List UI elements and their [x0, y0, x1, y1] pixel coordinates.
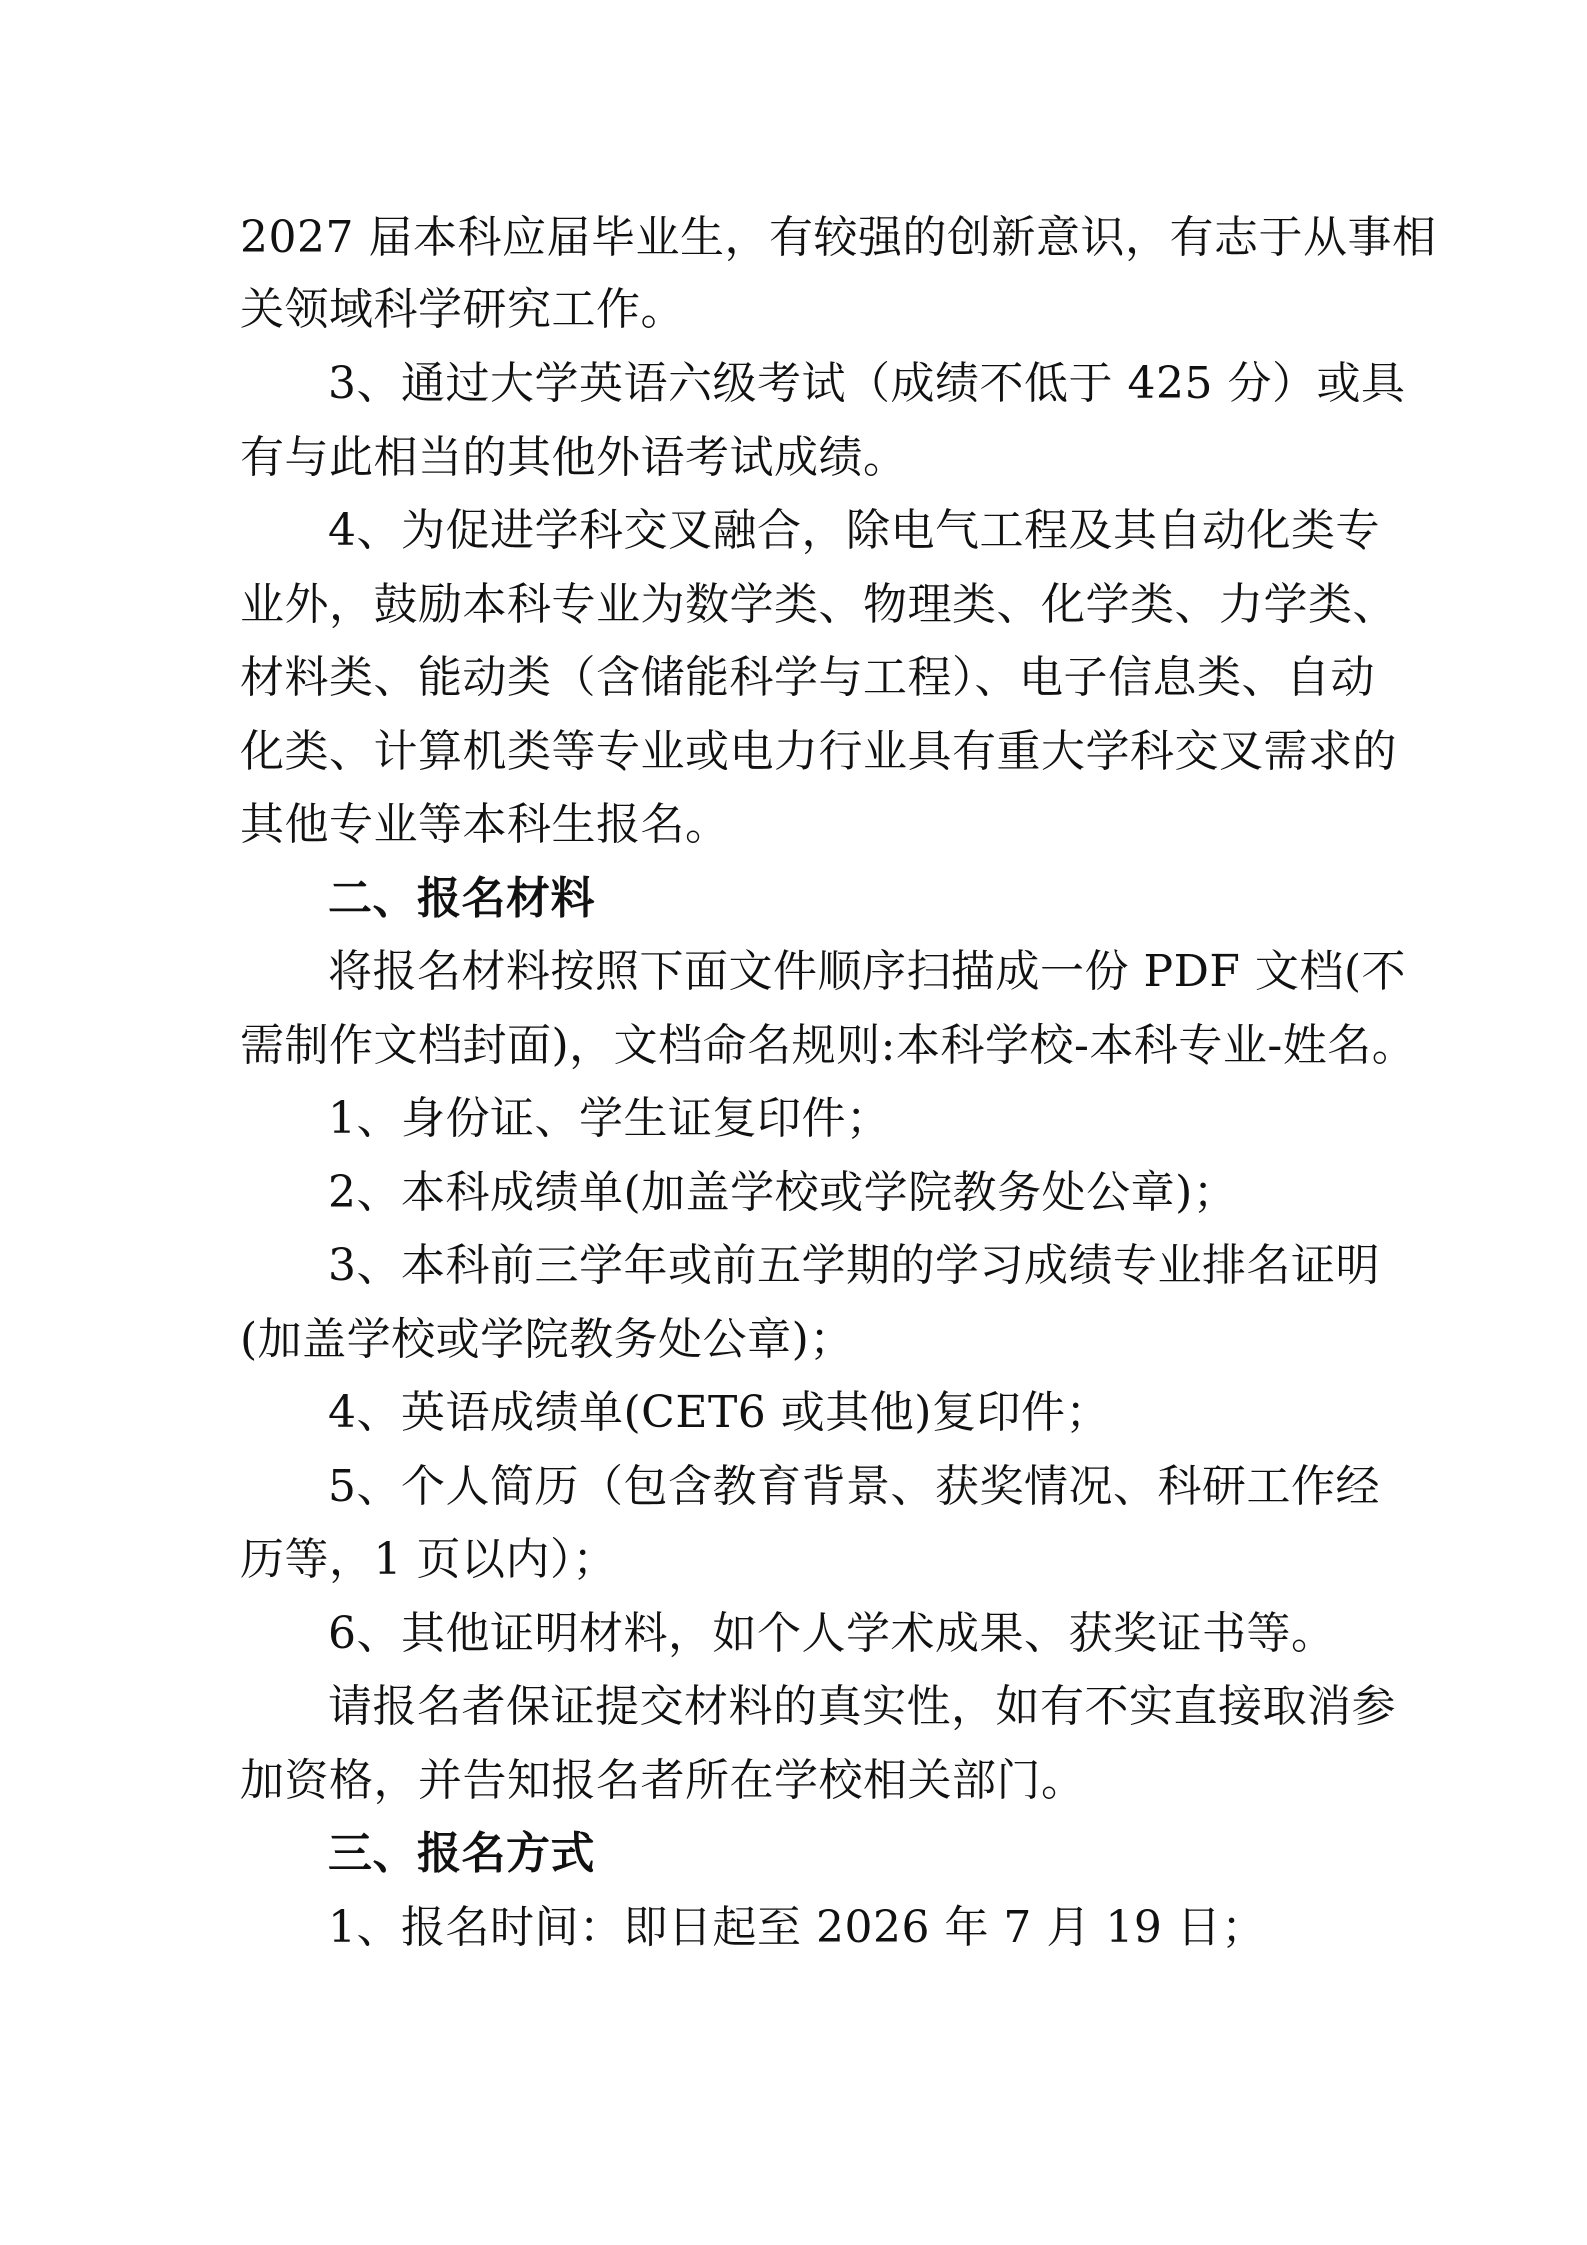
- list-item: 6、其他证明材料，如个人学术成果、获奖证书等。: [328, 1608, 1336, 1659]
- list-item-continuation: (加盖学校或学院教务处公章)；: [240, 1314, 854, 1365]
- body-text-line: 4、为促进学科交叉融合，除电气工程及其自动化类专: [328, 505, 1380, 556]
- list-item-continuation: 历等，1 页以内）；: [240, 1534, 617, 1585]
- list-item: 1、身份证、学生证复印件；: [328, 1093, 891, 1144]
- list-item: 4、英语成绩单(CET6 或其他)复印件；: [328, 1387, 1110, 1438]
- body-text-line: 材料类、能动类（含储能科学与工程）、电子信息类、自动: [240, 652, 1375, 703]
- list-item: 3、本科前三学年或前五学期的学习成绩专业排名证明: [328, 1240, 1380, 1291]
- body-text-line: 请报名者保证提交材料的真实性，如有不实直接取消参: [328, 1681, 1396, 1732]
- body-text-line: 关领域科学研究工作。: [240, 284, 685, 335]
- body-text-line: 3、通过大学英语六级考试（成绩不低于 425 分）或具: [328, 358, 1406, 409]
- body-text-line: 加资格，并告知报名者所在学校相关部门。: [240, 1755, 1086, 1806]
- section-heading: 二、报名材料: [328, 873, 595, 924]
- body-text-line: 化类、计算机类等专业或电力行业具有重大学科交叉需求的: [240, 726, 1397, 777]
- body-text-line: 业外，鼓励本科专业为数学类、物理类、化学类、力学类、: [240, 579, 1397, 630]
- body-text-line: 有与此相当的其他外语考试成绩。: [240, 432, 908, 483]
- list-item: 5、个人简历（包含教育背景、获奖情况、科研工作经: [328, 1461, 1380, 1512]
- list-item: 1、报名时间：即日起至 2026 年 7 月 19 日；: [328, 1902, 1266, 1953]
- body-text-line: 其他专业等本科生报名。: [240, 799, 730, 850]
- body-text-line: 需制作文档封面)，文档命名规则:本科学校-本科专业-姓名。: [240, 1020, 1417, 1071]
- body-text-line: 将报名材料按照下面文件顺序扫描成一份 PDF 文档(不: [328, 946, 1407, 997]
- section-heading: 三、报名方式: [328, 1828, 595, 1879]
- list-item: 2、本科成绩单(加盖学校或学院教务处公章)；: [328, 1167, 1238, 1218]
- body-text-line: 2027 届本科应届毕业生，有较强的创新意识，有志于从事相: [240, 212, 1437, 263]
